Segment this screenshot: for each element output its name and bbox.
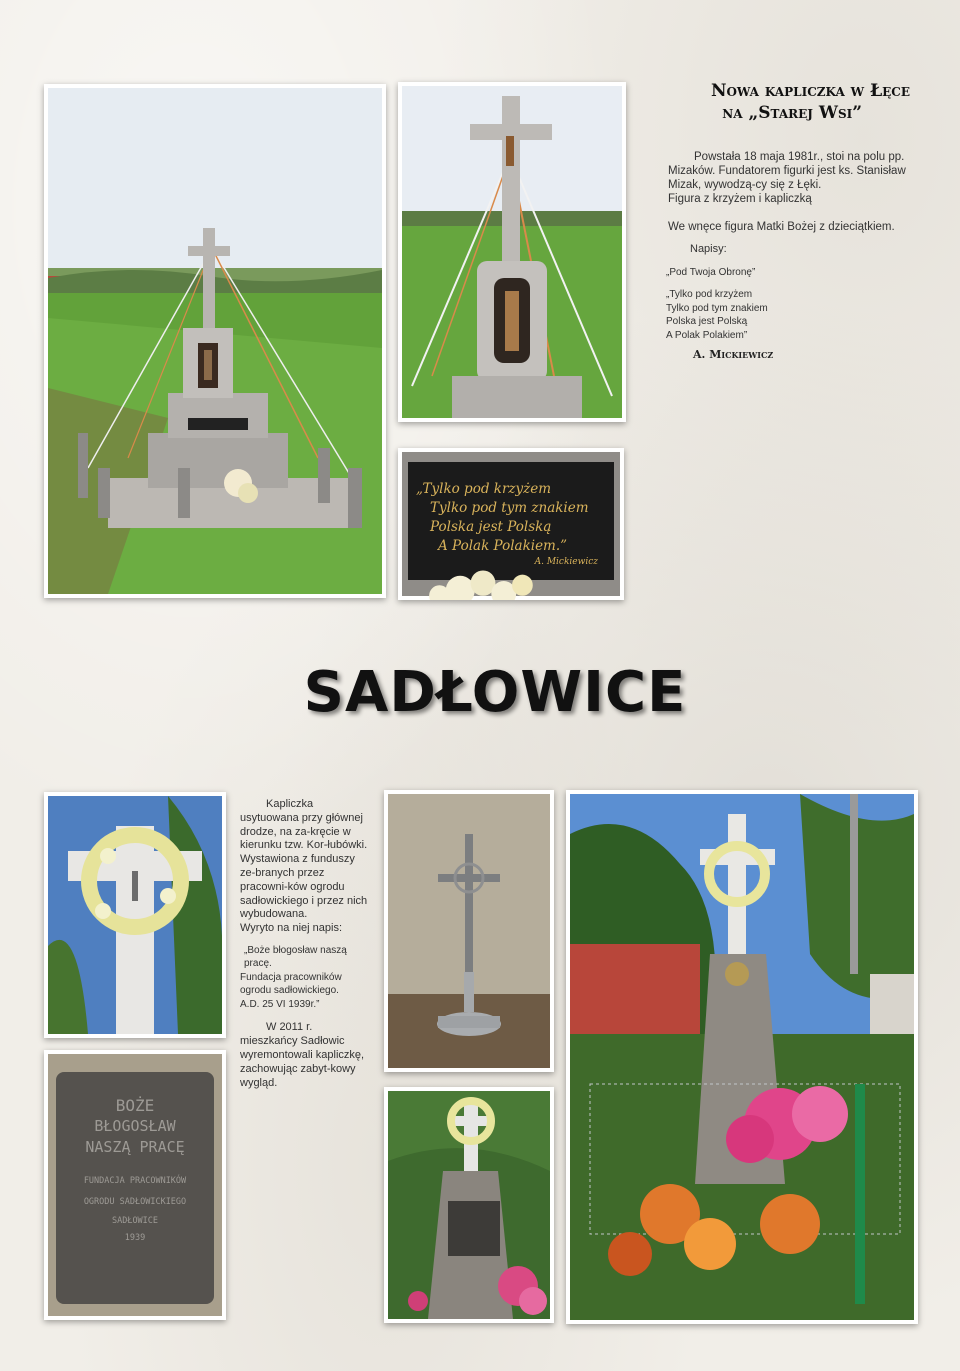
signature-mickiewicz: A. Mickiewicz [693, 348, 774, 361]
photo-black-plaque [398, 448, 624, 600]
stone-line-5: OGRODU SADŁOWICKIEGO [83, 1197, 187, 1207]
plaque-line-1: „Tylko pod krzyżem [416, 481, 552, 497]
engraving-line-3: A.D. 25 VI 1939r.” [240, 998, 320, 1010]
engraving-text [240, 944, 370, 1012]
sadlowice-description [240, 798, 370, 1090]
description-paragraph-1: Kapliczka usytuowana przy głównej drodze, na za-kręcie w kierunku tzw. Kor-łubówki. [240, 798, 368, 852]
plaque-line-4: A Polak Polakiem.” [438, 538, 568, 554]
inscription-2-line-3: Polska jest Polską [666, 316, 748, 327]
stone-line-2: BŁOGOSŁAW [94, 1117, 176, 1135]
plaque-line-2: Tylko pod tym znakiem [430, 500, 589, 516]
section-title-leka [640, 80, 910, 124]
inscription-2-line-2: Tylko pod tym znakiem [666, 302, 768, 314]
engraving-line-2: Fundacja pracowników ogrodu sadłowickiego. [240, 971, 342, 997]
photo-monument-field [44, 84, 386, 598]
stone-line-6: SADŁOWICE [111, 1216, 159, 1226]
intro-text [668, 150, 930, 234]
photo-stone-plaque [44, 1050, 226, 1320]
title-line-1: Nowa kapliczka w Łęce [710, 81, 910, 101]
stone-plaque-text [54, 1096, 216, 1246]
plaque-line-3: Polska jest Polską [430, 519, 552, 535]
sadlowice-heading: SADŁOWICE [303, 660, 687, 725]
intro-paragraph-2: Figura z krzyżem i kapliczką [668, 193, 812, 205]
intro-paragraph-1: Powstała 18 maja 1981r., stoi na polu pp. Mizaków. Fundatorem figurki jest ks. Stanisław Mizak, wywodzą-cy się z Łęki. [668, 151, 906, 191]
inscription-1: „Pod Twoja Obronę” [666, 267, 756, 278]
inscription-2-line-4: A Polak Polakiem” [666, 329, 748, 341]
inscriptions-label: Napisy: [690, 243, 727, 255]
description-paragraph-2: Wystawiona z funduszy ze-branych przez pracowni-ków ogrodu sadłowickiego i przez nich wybudowana. [240, 853, 368, 921]
inscription-2-line-1: „Tylko pod krzyżem [666, 289, 753, 300]
photo-restored-monument [384, 1087, 554, 1323]
stone-line-7: 1939 [124, 1233, 146, 1243]
stone-line-4: FUNDACJA PRACOWNIKÓW [83, 1176, 187, 1186]
renovation-paragraph: W 2011 r. mieszkańcy Sadłowic wyremontowali kapliczkę, zachowując zabyt-kowy wygląd. [240, 1021, 365, 1089]
intro-paragraph-3: We wnęce figura Matki Bożej z dzieciątkiem. [668, 221, 895, 233]
inscription-2 [666, 288, 768, 342]
description-paragraph-3: Wyryto na niej napis: [240, 922, 343, 935]
photo-monument-flowers [566, 790, 918, 1324]
plaque-signature: A. Mickiewicz [534, 557, 598, 567]
photo-metal-cross [384, 790, 554, 1072]
stone-line-3: NASZĄ PRACĘ [85, 1138, 185, 1156]
photo-chapel-closeup [398, 82, 626, 422]
flowers-decoration [398, 448, 624, 600]
title-line-2: na „Starej Wsi” [722, 103, 862, 123]
photo-white-cross [44, 792, 226, 1038]
stone-line-1: BOŻE [115, 1096, 155, 1115]
engraving-line-1: „Boże błogosław naszą pracę. [244, 944, 347, 970]
